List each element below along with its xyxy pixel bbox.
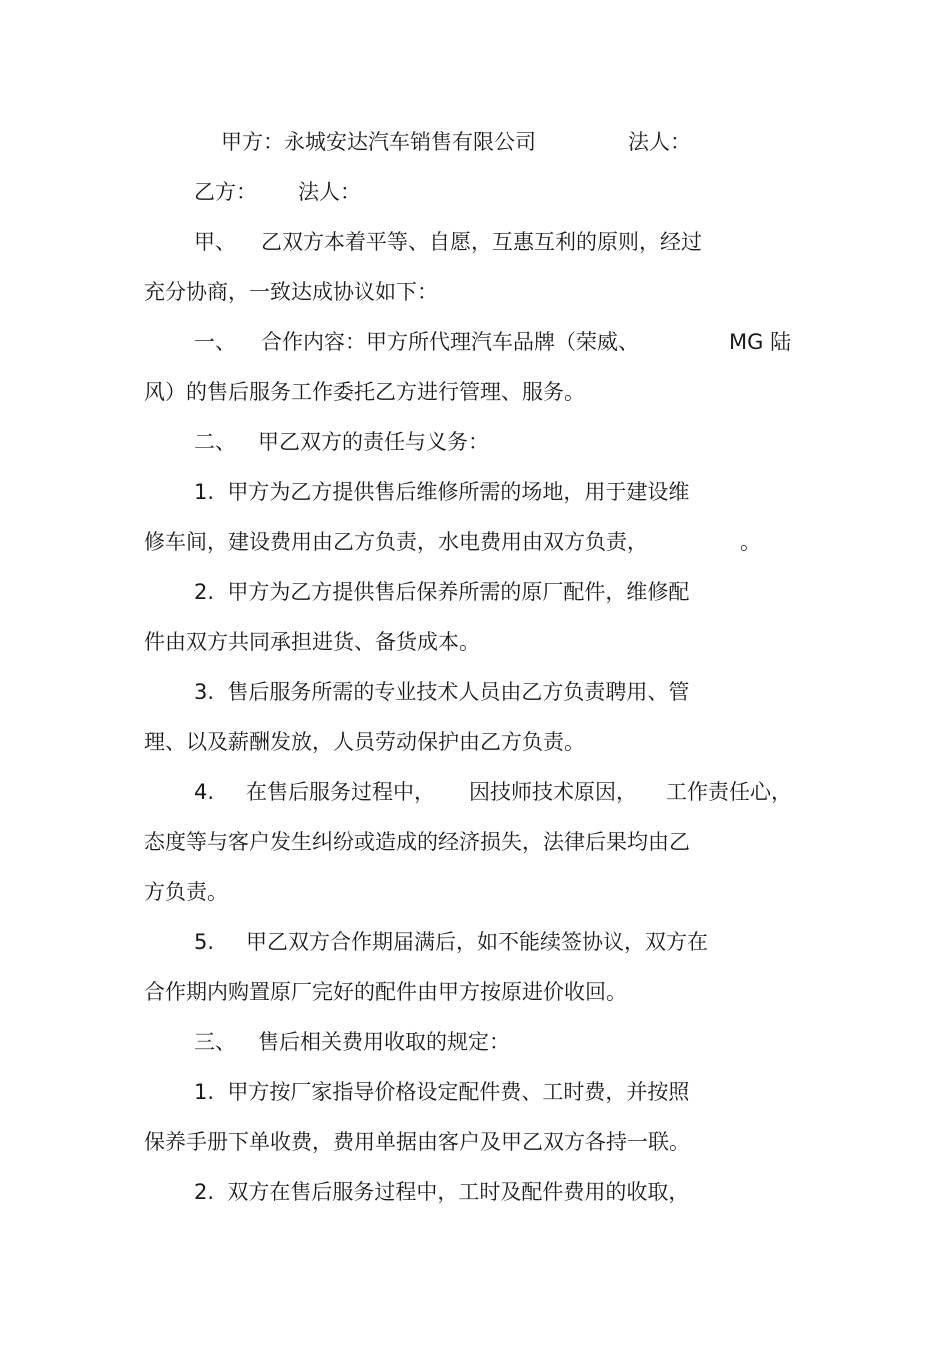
- clause-2-3-line-1: 3. 售后服务所需的专业技术人员由乙方负责聘用、管: [194, 680, 690, 704]
- clause-2-4-part-3: 工作责任心，: [666, 780, 792, 804]
- section-3-title: 售后相关费用收取的规定：: [258, 1030, 510, 1054]
- clause-2-2-line-1: 2. 甲方为乙方提供售后保养所需的原厂配件，维修配: [194, 580, 690, 604]
- section-1-brand: MG 陆: [729, 330, 792, 354]
- section-1-line-2: 风）的售后服务工作委托乙方进行管理、服务。: [144, 380, 585, 404]
- clause-2-1-line-2: 修车间，建设费用由乙方负责，水电费用由双方负责，: [144, 530, 648, 554]
- intro-line-1: 乙双方本着平等、自愿，互惠互利的原则，经过: [261, 230, 702, 254]
- section-2-title: 甲乙双方的责任与义务：: [258, 430, 489, 454]
- clause-2-5-line-2: 合作期内购置原厂完好的配件由甲方按原进价收回。: [144, 980, 627, 1004]
- clause-2-4-number: 4.: [194, 780, 215, 804]
- intro-line-2: 充分协商，一致达成协议如下：: [144, 280, 438, 304]
- clause-3-1-line-2: 保养手册下单收费，费用单据由客户及甲乙双方各持一联。: [144, 1130, 690, 1154]
- clause-2-2-line-2: 件由双方共同承担进货、备货成本。: [144, 630, 480, 654]
- clause-2-1-line-1: 1. 甲方为乙方提供售后维修所需的场地，用于建设维: [194, 480, 690, 504]
- section-2-number: 二、: [194, 430, 236, 454]
- clause-3-1-line-1: 1. 甲方按厂家指导价格设定配件费、工时费，并按照: [194, 1080, 690, 1104]
- clause-2-4-part-1: 在售后服务过程中，: [246, 780, 435, 804]
- clause-2-3-line-2: 理、以及薪酬发放，人员劳动保护由乙方负责。: [144, 730, 585, 754]
- clause-2-5-line-1: 甲乙双方合作期届满后，如不能续签协议，双方在: [246, 930, 708, 954]
- section-3-number: 三、: [194, 1030, 236, 1054]
- party-a-legal-rep: 法人：: [628, 130, 691, 154]
- clause-3-2-line-1: 2. 双方在售后服务过程中，工时及配件费用的收取，: [194, 1180, 690, 1204]
- clause-2-1-period: 。: [740, 530, 761, 554]
- clause-2-5-number: 5.: [194, 930, 215, 954]
- party-a-line: 甲方：永城安达汽车销售有限公司: [221, 130, 536, 154]
- party-b-line: 乙方：: [194, 180, 257, 204]
- section-1-number: 一、: [194, 330, 236, 354]
- clause-2-4-line-2: 态度等与客户发生纠纷或造成的经济损失，法律后果均由乙: [144, 830, 690, 854]
- intro-prefix: 甲、: [194, 230, 236, 254]
- clause-2-4-part-2: 因技师技术原因，: [469, 780, 637, 804]
- party-b-legal-rep: 法人：: [298, 180, 361, 204]
- section-1-line-1: 合作内容：甲方所代理汽车品牌（荣威、: [261, 330, 639, 354]
- clause-2-4-line-3: 方负责。: [144, 880, 228, 904]
